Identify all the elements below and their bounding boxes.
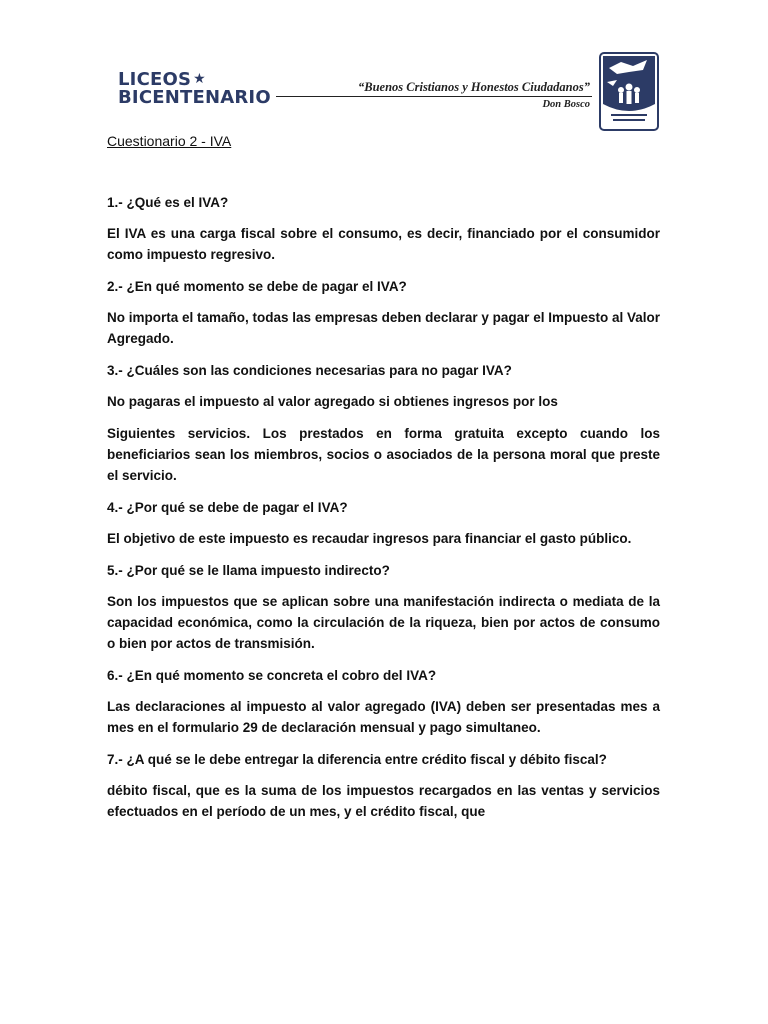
logo-line-2: BICENTENARIO bbox=[118, 87, 271, 108]
answer-4: El objetivo de este impuesto es recaudar ingresos para financiar el gasto público. bbox=[107, 531, 632, 546]
answer-3-line: No pagaras el impuesto al valor agregado si obtienes ingresos por los bbox=[107, 394, 558, 409]
star-icon: ★ bbox=[193, 71, 206, 87]
answer-7: débito fiscal, que es la suma de los impuestos recargados en las ventas y servicios efectuados en el período de un mes, y el crédito fiscal, que bbox=[107, 783, 660, 819]
motto-quote: “Buenos Cristianos y Honestos Ciudadanos” bbox=[357, 80, 590, 94]
answer-3: Siguientes servicios. Los prestados en forma gratuita excepto cuando los beneficiarios sean los miembros, socios o asociados de la persona moral que preste el servicio. bbox=[107, 426, 660, 483]
motto-author: Don Bosco bbox=[542, 99, 590, 110]
salesianos-crest-icon bbox=[599, 52, 659, 131]
answer-2: No importa el tamaño, todas las empresas deben declarar y pagar el Impuesto al Valor Agregado. bbox=[107, 310, 660, 346]
answer-6: Las declaraciones al impuesto al valor agregado (IVA) deben ser presentadas mes a mes en el formulario 29 de declaración mensual y pago simultaneo. bbox=[107, 699, 660, 735]
question-1: 1.- ¿Qué es el IVA? bbox=[107, 195, 229, 210]
page-header bbox=[0, 0, 768, 130]
question-6: 6.- ¿En qué momento se concreta el cobro del IVA? bbox=[107, 668, 437, 683]
liceos-bicentenario-logo bbox=[118, 70, 271, 107]
answer-5: Son los impuestos que se aplican sobre una manifestación indirecta o mediata de la capacidad económica, como la circulación de la riqueza, bien por actos de consumo o bien por actos de transmisión. bbox=[107, 594, 660, 651]
question-4: 4.- ¿Por qué se debe de pagar el IVA? bbox=[107, 500, 348, 515]
header-rule bbox=[276, 96, 592, 97]
logo-line-1: LICEOS bbox=[118, 69, 192, 90]
question-7: 7.- ¿A qué se le debe entregar la diferencia entre crédito fiscal y débito fiscal? bbox=[107, 752, 607, 767]
question-2: 2.- ¿En qué momento se debe de pagar el IVA? bbox=[107, 279, 407, 294]
answer-1: El IVA es una carga fiscal sobre el consumo, es decir, financiado por el consumidor como impuesto regresivo. bbox=[107, 226, 660, 262]
questionnaire-body bbox=[107, 192, 660, 833]
question-3: 3.- ¿Cuáles son las condiciones necesarias para no pagar IVA? bbox=[107, 363, 512, 378]
document-title: Cuestionario 2 - IVA bbox=[107, 133, 232, 149]
question-5: 5.- ¿Por qué se le llama impuesto indirecto? bbox=[107, 563, 390, 578]
